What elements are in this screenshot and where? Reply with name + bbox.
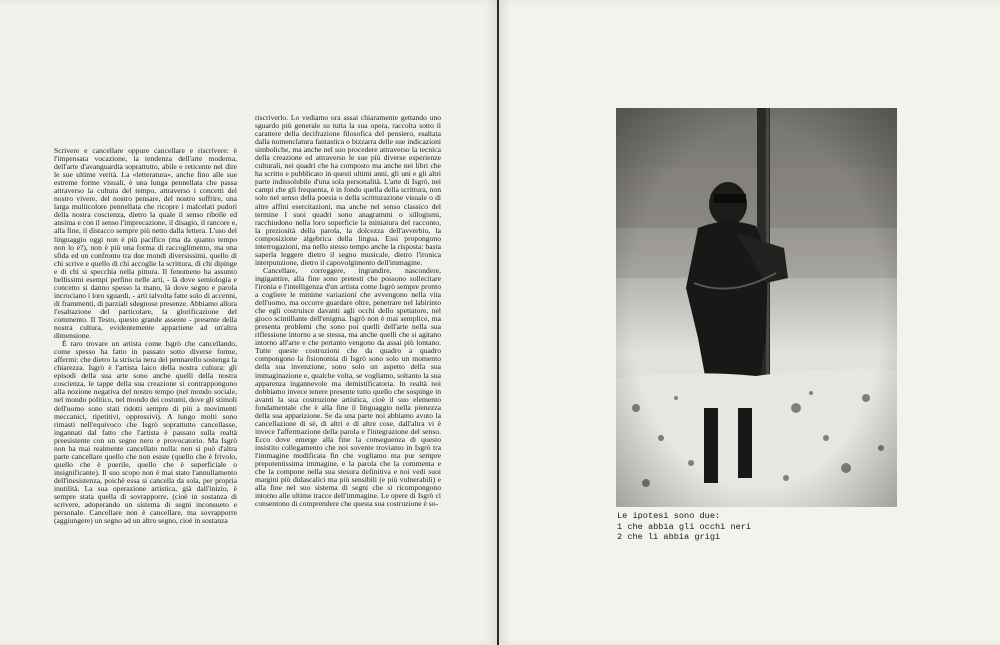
photo-image [616,108,897,507]
photograph [616,108,897,507]
left-page [0,0,497,645]
paragraph: È raro trovare un artista come Isgrò che cancellando, come spesso ha fatto in passato sotto diverse forme, affermi: che dietro la striscia nera del pennarello sostenga la chiarezza. Isgrò è l'artista laico della nostra cultura: gli episodi della sua arte sono anche quelli della nostra coscienza, le tappe della sua creazione si contrappongono alla nozione negativa del nostro tempo (nel mondo sociale, nel mondo politico, nel mondo dei costumi, dove gli stimoli dell'uomo sono stati ridotti sempre di più a movimenti meccanici, ripetitivi, oppressivi). A lungo molti sono rimasti nell'equivoco che Isgrò soprattutto cancellasse, ingannati dal fatto che l'artista è passato sulla realtà preesistente con un segno nero e provocatorio. Ma Isgrò non ha mai realmente cancellato nulla: non si può d'altra parte cancellare quello che non esiste (quello che è frivolo, quello che è puerile, quello che è superficiale o insignificante). Il suo scopo non è mai stato l'annullamento dell'inesistenza, poichè essa si cancella da sola, per propria inutilità. La sua operazione artistica, già dall'inizio, è sempre stata quella di sovrapporre, (cioè in sostanza di scrivere, adoperando un sistema di segni inconsueto e personale. Cancellare non è cancellare, ma sovrapporre (aggiungere) un segno ad un altro segno, cioè in sostanza [54,339,237,526]
text-column-2 [255,114,441,508]
paragraph: Cancellare, correggere, ingrandire, nascondere, ingigantire, alla fine sono pretesti che possono sollecitare l'ironia e l'intelligenza d'un artista come Isgrò sempre pronto a cogliere le minime variazioni che avvengono nella vita dell'uomo, ma occorre guardare oltre, penetrare nel labirinto che egli costruisce davanti agli occhi dello spettatore, nel gioco scintillante dell'enigma. Isgrò non è mai semplice, ma presenta problemi che sono poi quelli dell'arte nella sua riflessione intorno a se stessa, ma anche quelli che si agitano intorno all'arte e che pertanto vengono da assai più lontano. Tutte queste costruzioni che da quadro a quadro compongono la fisionomia di Isgrò sono solo un momento della sua invenzione, sono solo un aspetto della sua immaginazione e, qualche volta, se vogliamo, soltanto la sua apparenza ingannevole ma demistificatoria. In realtà noi dobbiamo invece tenere presente tutto quello che sospinge in avanti la sua costruzione artistica, cioè il suo elemento fondamentale che è alla fine il linguaggio nella pienezza della sua apparizione. Se da una parte noi abbiamo avuto la cancellazione di sè, di altri e di altre cose, dall'altra vi è invece l'affermazione della parola e l'integrazione del senso. Ecco dove emerge alla fine la conseguenza di questo insistito collegamento che noi sovente troviamo in Isgrò tra l'immagine modificata fin che vogliamo ma pur sempre prepotentissima immagine, e la parola che la commenta e che la compone nella sua stesura definitiva e noi vedi suoi margini più didascalici ma più sensibili (e più vulnerabili) e alla fine nel suo sistema di segni che si ricompongono intorno alle ultime tracce dell'immagine. Le opere di Isgrò ci consentono di comprendere che questa sua costruzione è so- [255,265,441,509]
caption-line: 1 che abbia gli occhi neri [617,521,752,532]
paragraph: riscriverlo. Lo vediamo ora assai chiaramente gettando uno sguardo più generale su tutta la sua opera, raccolta sotto il carattere della decifrazione filosofica del pensiero, esaltata dalla nomenclatura fantastica o bizzarra delle sue indicazioni simboliche, ma anche nel suo procedere attraverso la tecnica della creazione ed attraverso le sue più diverse esperienze culturali, nei quadri che ha composto ma anche nei libri che ha scritto e pubblicato in questi ultimi anni, gli uni e gli altri parte indissolubile d'una sola personalità. L'arte di Isgrò, nei campi che gli frequenta, è in fondo quella della scrittura, non solo nel senso della poesia o della scritturazione visuale o di altre affini esercitazioni, ma anche nel senso classico del termine I suoi quadri sono anagrammi o sillogismi, racchiudono nella loro superficie la miniatura del racconto, la preziosità della parola, la dolcezza dell'avverbio, la composizione algebrica della lingua. Essi propongono interrogazioni, ma nello stesso tempo anche la risposta: basta saperla leggere dietro il segno musicale, dietro l'ironica interpunzione, dietro il capovolgimento dell'immagine. [255,113,441,267]
paragraph: Scrivere e cancellare oppure cancellare e riscrivere: è l'impensata vocazione, la tendenza dell'arte moderna, dell'arte d'avanguardia soprattutto, abile e reticente nel dire le sue ultime verità. La «letteratura», anche fino alle sue estreme forme visuali, è una lunga pennellata che passa attraverso la cultura del tempo, attraverso i concetti del nostro vivere, del nostro pensare, del nostro soffrire, una larga multicolore pennellata che ricopre i malcelati pudori della nostra coscienza, dietro la quale il senso ribolle ed ansima e con il senso l'imprecazione, il disagio, il rancore e, alla fine, il distacco sempre più netto dalla lettera. L'uso del linguaggio oggi non è più pacifico (ma da quanto tempo non lo è?), non è più una forma di raccoglimento, ma una sfida ed un confronto tra due mondi diversissimi, quello di chi scrive e quello di chi accoglie la scrittura, di chi dipinge e di chi si specchia nella pittura. Il fenomeno ha assunto bellissimi esempi perfino nelle arti, - là dove semiologia e concetto si danno spesso la mano, là dove segno e parola incrociano i loro sguardi, - arti talvolta fatte solo di accenni, di frammenti, di parziali sdegnose presenze. Abbiamo allora l'esaltazione del particolare, la glorificazione del commento. Il Testo, questo grande assente - presente della nostra cultura, evidentemente appartiene ad un'altra dimensione. [54,146,237,341]
photo-caption [617,511,887,543]
text-column-1 [54,147,237,525]
caption-line: Le ipotesi sono due: [617,511,721,521]
caption-line: 2 che li abbia grigi [617,532,721,542]
